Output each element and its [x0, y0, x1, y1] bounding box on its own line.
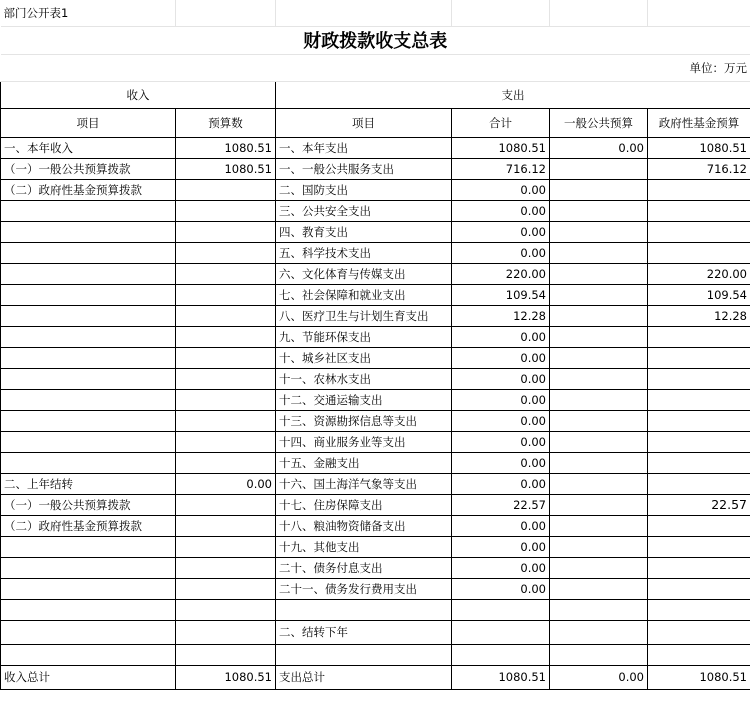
income-value[interactable]	[176, 221, 276, 242]
income-value[interactable]	[176, 494, 276, 515]
empty-cell[interactable]	[648, 620, 750, 644]
expense-fund[interactable]: 22.57	[648, 494, 750, 515]
income-item[interactable]	[1, 347, 176, 368]
expense-header[interactable]: 支出	[276, 81, 750, 108]
expense-item[interactable]: 一、一般公共服务支出	[276, 158, 452, 179]
expense-fund[interactable]	[648, 242, 750, 263]
expense-item[interactable]: 十、城乡社区支出	[276, 347, 452, 368]
expense-item[interactable]: 十三、资源勘探信息等支出	[276, 410, 452, 431]
expense-total[interactable]: 0.00	[452, 515, 550, 536]
table-row	[1, 410, 750, 431]
income-item[interactable]	[1, 536, 176, 557]
empty-cell[interactable]	[648, 644, 750, 665]
table-row	[1, 221, 750, 242]
table-row	[1, 284, 750, 305]
expense-total[interactable]: 109.54	[452, 284, 550, 305]
expense-total-sum[interactable]: 1080.51	[452, 665, 550, 689]
expense-total[interactable]: 220.00	[452, 263, 550, 284]
totals-row	[1, 665, 750, 689]
expense-item[interactable]: 十六、国土海洋气象等支出	[276, 473, 452, 494]
expense-general[interactable]	[550, 263, 648, 284]
expense-total[interactable]: 0.00	[452, 473, 550, 494]
expense-fund[interactable]: 220.00	[648, 263, 750, 284]
income-value[interactable]	[176, 578, 276, 599]
empty-cell[interactable]	[176, 644, 276, 665]
income-item[interactable]	[1, 557, 176, 578]
expense-general[interactable]	[550, 515, 648, 536]
empty-cell[interactable]	[176, 599, 276, 620]
expense-general[interactable]	[550, 473, 648, 494]
income-value[interactable]	[176, 242, 276, 263]
income-item[interactable]	[1, 410, 176, 431]
expense-item[interactable]: 二十一、债务发行费用支出	[276, 578, 452, 599]
income-value[interactable]	[176, 431, 276, 452]
expense-total[interactable]: 716.12	[452, 158, 550, 179]
expense-total[interactable]: 0.00	[452, 179, 550, 200]
income-value[interactable]	[176, 389, 276, 410]
expense-fund[interactable]	[648, 473, 750, 494]
expense-fund[interactable]	[648, 578, 750, 599]
income-value[interactable]	[176, 410, 276, 431]
unit-label[interactable]: 单位：万元	[1, 54, 750, 81]
expense-item[interactable]: 九、节能环保支出	[276, 326, 452, 347]
expense-total[interactable]: 22.57	[452, 494, 550, 515]
empty-cell[interactable]	[648, 599, 750, 620]
table-row	[1, 515, 750, 536]
expense-fund[interactable]: 716.12	[648, 158, 750, 179]
income-item[interactable]: （一）一般公共预算拨款	[1, 494, 176, 515]
income-value[interactable]	[176, 179, 276, 200]
empty-cell[interactable]	[276, 599, 452, 620]
expense-fund[interactable]: 109.54	[648, 284, 750, 305]
expense-general[interactable]	[550, 536, 648, 557]
expense-total[interactable]: 0.00	[452, 578, 550, 599]
expense-item[interactable]: 二十、债务付息支出	[276, 557, 452, 578]
empty-cell[interactable]	[176, 620, 276, 644]
income-value[interactable]: 1080.51	[176, 137, 276, 158]
table-row	[1, 200, 750, 221]
expense-general[interactable]	[550, 179, 648, 200]
table-row	[1, 557, 750, 578]
expense-item[interactable]: 十四、商业服务业等支出	[276, 431, 452, 452]
expense-general[interactable]	[550, 410, 648, 431]
expense-total[interactable]: 0.00	[452, 389, 550, 410]
income-item[interactable]	[1, 389, 176, 410]
income-item[interactable]: （一）一般公共预算拨款	[1, 158, 176, 179]
expense-total-general[interactable]: 0.00	[550, 665, 648, 689]
expense-general[interactable]	[550, 494, 648, 515]
expense-general[interactable]	[550, 242, 648, 263]
expense-general[interactable]	[550, 326, 648, 347]
expense-fund[interactable]	[648, 536, 750, 557]
expense-total-label[interactable]: 支出总计	[276, 665, 452, 689]
expense-fund[interactable]	[648, 200, 750, 221]
income-value[interactable]	[176, 368, 276, 389]
expense-total[interactable]: 0.00	[452, 347, 550, 368]
income-item[interactable]	[1, 263, 176, 284]
empty-cell[interactable]	[452, 599, 550, 620]
income-value[interactable]	[176, 284, 276, 305]
sheet-label[interactable]: 部门公开表1	[1, 0, 176, 26]
expense-general[interactable]	[550, 200, 648, 221]
expense-item[interactable]: 四、教育支出	[276, 221, 452, 242]
expense-fund[interactable]	[648, 368, 750, 389]
expense-fund[interactable]	[648, 515, 750, 536]
table-row	[1, 263, 750, 284]
income-item[interactable]: 一、本年收入	[1, 137, 176, 158]
expense-fund[interactable]	[648, 410, 750, 431]
expense-general[interactable]	[550, 305, 648, 326]
empty-cell[interactable]	[452, 644, 550, 665]
table-row	[1, 578, 750, 599]
income-value[interactable]	[176, 557, 276, 578]
table-row	[1, 644, 750, 665]
income-value[interactable]: 0.00	[176, 473, 276, 494]
expense-item[interactable]: 十五、金融支出	[276, 452, 452, 473]
table-row	[1, 431, 750, 452]
expense-item[interactable]: 十九、其他支出	[276, 536, 452, 557]
income-item[interactable]	[1, 452, 176, 473]
expense-fund[interactable]	[648, 431, 750, 452]
income-item[interactable]	[1, 578, 176, 599]
col-header-total[interactable]: 合计	[452, 108, 550, 137]
income-item[interactable]	[1, 326, 176, 347]
expense-total[interactable]: 0.00	[452, 536, 550, 557]
expense-general[interactable]	[550, 284, 648, 305]
expense-fund[interactable]	[648, 221, 750, 242]
expense-general[interactable]	[550, 158, 648, 179]
table-row	[1, 452, 750, 473]
expense-total[interactable]: 0.00	[452, 431, 550, 452]
expense-item[interactable]: 三、公共安全支出	[276, 200, 452, 221]
table-row	[1, 368, 750, 389]
income-value[interactable]	[176, 347, 276, 368]
empty-cell[interactable]	[1, 620, 176, 644]
col-header-item2[interactable]: 项目	[276, 108, 452, 137]
expense-item[interactable]: 十二、交通运输支出	[276, 389, 452, 410]
income-value[interactable]: 1080.51	[176, 158, 276, 179]
empty-cell[interactable]	[550, 644, 648, 665]
income-item[interactable]	[1, 242, 176, 263]
income-value[interactable]	[176, 326, 276, 347]
table-row	[1, 242, 750, 263]
expense-total[interactable]: 0.00	[452, 242, 550, 263]
expense-fund[interactable]	[648, 347, 750, 368]
table-row	[1, 473, 750, 494]
col-header-fund[interactable]: 政府性基金预算	[648, 108, 750, 137]
expense-general[interactable]	[550, 221, 648, 242]
expense-item[interactable]: 十八、粮油物资储备支出	[276, 515, 452, 536]
expense-total[interactable]: 0.00	[452, 557, 550, 578]
expense-item[interactable]: 六、文化体育与传媒支出	[276, 263, 452, 284]
expense-total[interactable]: 12.28	[452, 305, 550, 326]
income-item[interactable]	[1, 221, 176, 242]
expense-item[interactable]: 八、医疗卫生与计划生育支出	[276, 305, 452, 326]
income-item[interactable]	[1, 284, 176, 305]
expense-fund[interactable]: 12.28	[648, 305, 750, 326]
expense-total[interactable]: 1080.51	[452, 137, 550, 158]
expense-item[interactable]: 十七、住房保障支出	[276, 494, 452, 515]
carry-forward-label[interactable]: 二、结转下年	[276, 620, 452, 644]
table-row	[1, 137, 750, 158]
expense-total-fund[interactable]: 1080.51	[648, 665, 750, 689]
expense-total[interactable]: 0.00	[452, 200, 550, 221]
expense-fund[interactable]	[648, 326, 750, 347]
income-value[interactable]	[176, 452, 276, 473]
income-value[interactable]	[176, 515, 276, 536]
expense-item[interactable]: 七、社会保障和就业支出	[276, 284, 452, 305]
expense-general[interactable]	[550, 368, 648, 389]
empty-cell[interactable]	[550, 599, 648, 620]
income-item[interactable]	[1, 368, 176, 389]
expense-general[interactable]: 0.00	[550, 137, 648, 158]
table-row	[1, 536, 750, 557]
expense-general[interactable]	[550, 557, 648, 578]
table-row	[1, 158, 750, 179]
table-row	[1, 599, 750, 620]
expense-total[interactable]: 0.00	[452, 452, 550, 473]
expense-fund[interactable]	[648, 179, 750, 200]
expense-item[interactable]: 一、本年支出	[276, 137, 452, 158]
income-value[interactable]	[176, 305, 276, 326]
expense-total[interactable]: 0.00	[452, 410, 550, 431]
income-item[interactable]	[1, 305, 176, 326]
income-item[interactable]	[1, 200, 176, 221]
empty-cell[interactable]	[276, 644, 452, 665]
col-header-budget[interactable]: 预算数	[176, 108, 276, 137]
expense-total[interactable]: 0.00	[452, 221, 550, 242]
income-value[interactable]	[176, 263, 276, 284]
expense-item[interactable]: 五、科学技术支出	[276, 242, 452, 263]
expense-general[interactable]	[550, 347, 648, 368]
expense-total[interactable]: 0.00	[452, 368, 550, 389]
expense-general[interactable]	[550, 452, 648, 473]
table-row	[1, 620, 750, 644]
income-total-label[interactable]: 收入总计	[1, 665, 176, 689]
col-header-general[interactable]: 一般公共预算	[550, 108, 648, 137]
table-row	[1, 389, 750, 410]
expense-general[interactable]	[550, 431, 648, 452]
income-value[interactable]	[176, 536, 276, 557]
expense-general[interactable]	[550, 578, 648, 599]
expense-item[interactable]: 十一、农林水支出	[276, 368, 452, 389]
income-total-value[interactable]: 1080.51	[176, 665, 276, 689]
income-item[interactable]: （二）政府性基金预算拨款	[1, 179, 176, 200]
table-row	[1, 326, 750, 347]
income-value[interactable]	[176, 200, 276, 221]
page-title[interactable]: 财政拨款收支总表	[1, 26, 750, 54]
empty-cell[interactable]	[550, 620, 648, 644]
expense-total[interactable]: 0.00	[452, 326, 550, 347]
empty-cell[interactable]	[1, 644, 176, 665]
expense-fund[interactable]	[648, 557, 750, 578]
table-row	[1, 305, 750, 326]
expense-general[interactable]	[550, 389, 648, 410]
expense-fund[interactable]	[648, 389, 750, 410]
expense-fund[interactable]	[648, 452, 750, 473]
expense-item[interactable]: 二、国防支出	[276, 179, 452, 200]
empty-cell[interactable]	[1, 599, 176, 620]
income-item[interactable]: （二）政府性基金预算拨款	[1, 515, 176, 536]
col-header-item[interactable]: 项目	[1, 108, 176, 137]
income-item[interactable]: 二、上年结转	[1, 473, 176, 494]
table-row	[1, 179, 750, 200]
expense-fund[interactable]: 1080.51	[648, 137, 750, 158]
empty-cell[interactable]	[452, 620, 550, 644]
table-row	[1, 494, 750, 515]
income-header[interactable]: 收入	[1, 81, 276, 108]
income-item[interactable]	[1, 431, 176, 452]
table-row	[1, 347, 750, 368]
